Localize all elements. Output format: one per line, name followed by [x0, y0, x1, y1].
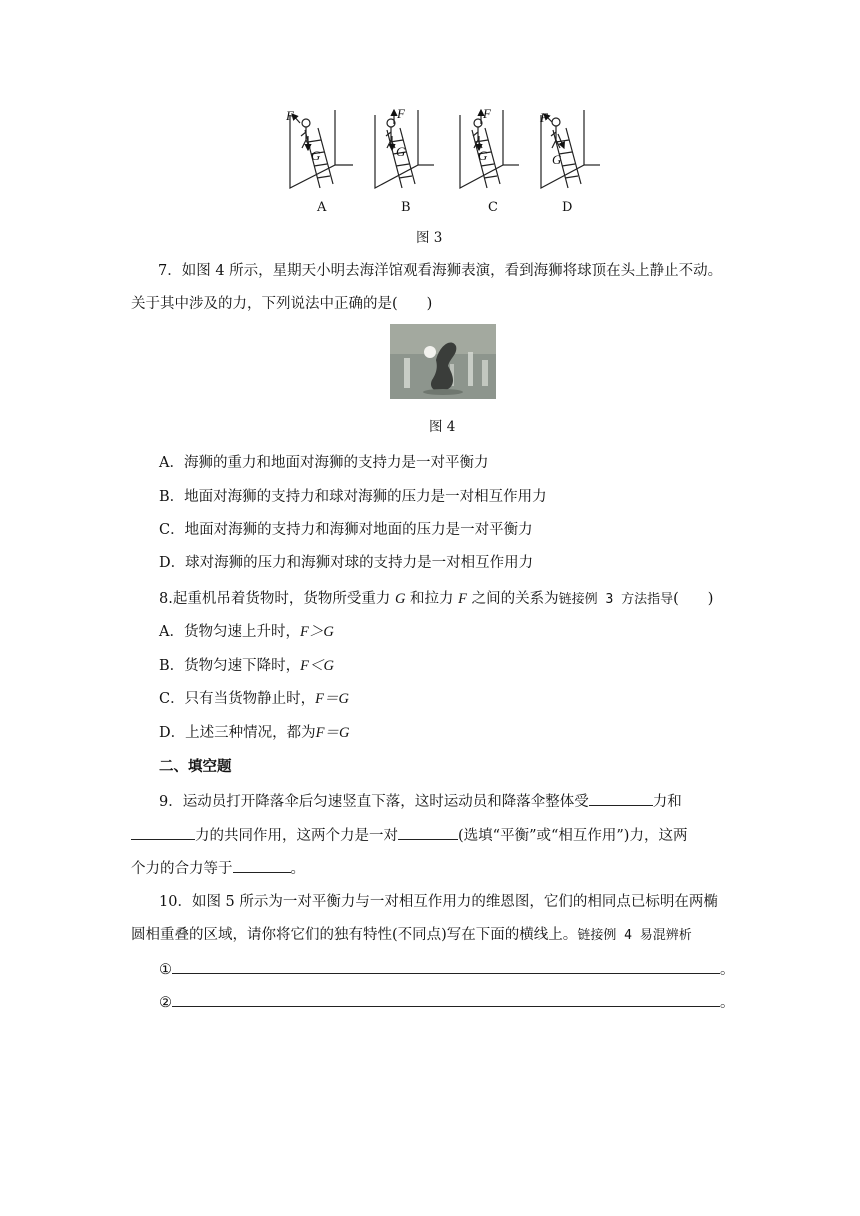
- q8-stem-a: 8.起重机吊着货物时，货物所受重力: [159, 591, 395, 607]
- panel-d-f-label: F: [540, 110, 548, 125]
- q7-line-2: 关于其中涉及的力，下列说法中正确的是( ): [131, 296, 433, 312]
- q9-blank-4[interactable]: [233, 856, 291, 873]
- q9-blank-3[interactable]: [398, 823, 458, 840]
- panel-c-f-label: F: [483, 106, 491, 121]
- q10-answer-2: [159, 990, 735, 1012]
- q8-stem: [159, 587, 713, 608]
- q10-line-1: 10．如图 5 所示为一对平衡力与一对相互作用力的维恩图，它们的相同点已标明在两椭: [159, 894, 718, 910]
- q9-text-2: 力和: [652, 794, 682, 810]
- panel-a-letter: A: [317, 200, 327, 215]
- panel-a-diagram: [290, 110, 353, 188]
- q9-text-4: (选填“平衡”或“相互作用”)力，这两: [458, 828, 688, 844]
- panel-b-f-label: F: [397, 106, 405, 121]
- panel-d-diagram: [541, 110, 600, 188]
- q8-answer-paren: ( ): [673, 591, 714, 607]
- panel-d-g-label: G: [552, 152, 562, 167]
- q8-option-a-formula: F＞G: [299, 624, 334, 640]
- panel-a-f-label: F: [286, 108, 294, 123]
- panel-a-g-label: G: [311, 148, 321, 163]
- q10-blank-2[interactable]: [172, 990, 720, 1007]
- q10-item-1-end: 。: [720, 962, 735, 978]
- q8-link-tag: 链接例 3 方法指导: [558, 592, 674, 607]
- q7-option-c: C．地面对海狮的支持力和海狮对地面的压力是一对平衡力: [159, 522, 533, 538]
- q8-symbol-f: F: [458, 591, 468, 607]
- panel-c-letter: C: [488, 200, 498, 215]
- sea-lion-photo-art: [390, 324, 496, 399]
- q8-option-a: [159, 620, 334, 641]
- q8-option-b: [159, 654, 334, 675]
- figure-3: [280, 100, 610, 220]
- q8-option-c-formula: F＝G: [315, 691, 349, 707]
- q8-option-b-formula: F＜G: [300, 658, 334, 674]
- q9-line-3: [131, 856, 305, 878]
- q7-option-d: D．球对海狮的压力和海狮对球的支持力是一对相互作用力: [159, 555, 534, 571]
- figure-4-caption: 图 4: [429, 419, 456, 435]
- q10-line-2-text: 圆相重叠的区域，请你将它们的独有特性(不同点)写在下面的横线上。: [131, 927, 578, 943]
- q10-link-tag: 链接例 4 易混辨析: [577, 928, 692, 943]
- q9-text-1: 9．运动员打开降落伞后匀速竖直下落，这时运动员和降落伞整体受: [159, 794, 589, 810]
- q9-text-3: 力的共同作用，这两个力是一对: [195, 828, 398, 844]
- sea-lion-photo: [390, 324, 496, 399]
- panel-b-letter: B: [401, 200, 411, 215]
- q9-line-1: [159, 789, 682, 811]
- q9-line-2: [131, 823, 687, 845]
- q10-item-2-marker: ②: [159, 995, 172, 1011]
- q8-symbol-g: G: [394, 591, 406, 607]
- q8-option-d-formula: F＝G: [315, 725, 350, 741]
- q8-option-b-text: B．货物匀速下降时，: [159, 658, 301, 674]
- q10-item-2-end: 。: [720, 995, 735, 1011]
- q8-option-d-text: D．上述三种情况，都为: [159, 725, 316, 741]
- figure-3-caption: 图 3: [416, 230, 443, 246]
- q10-blank-1[interactable]: [172, 957, 720, 974]
- panel-d-letter: D: [562, 200, 573, 215]
- q10-item-1-marker: ①: [159, 962, 172, 978]
- q7-option-a: A．海狮的重力和地面对海狮的支持力是一对平衡力: [159, 455, 489, 471]
- q7-line-1: 7．如图 4 所示，星期天小明去海洋馆观看海狮表演，看到海狮将球顶在头上静止不动。: [158, 263, 723, 279]
- q8-option-c: [159, 687, 349, 708]
- q9-blank-1[interactable]: [589, 789, 653, 806]
- q8-stem-b: 和拉力: [405, 591, 459, 607]
- panel-c-g-label: G: [478, 148, 488, 163]
- q8-option-c-text: C．只有当货物静止时，: [159, 691, 316, 707]
- q8-option-a-text: A．货物匀速上升时，: [159, 624, 300, 640]
- q8-option-d: [159, 721, 349, 742]
- q9-blank-2[interactable]: [131, 823, 195, 840]
- section-2-heading: 二、填空题: [159, 759, 232, 775]
- q9-text-6: 。: [290, 861, 305, 877]
- q8-stem-c: 之间的关系为: [467, 591, 559, 607]
- q10-line-2: [131, 923, 692, 944]
- q9-text-5: 个力的合力等于: [131, 861, 233, 877]
- q10-answer-1: [159, 957, 735, 979]
- q7-option-b: B．地面对海狮的支持力和球对海狮的压力是一对相互作用力: [159, 489, 547, 505]
- panel-b-g-label: G: [396, 144, 406, 159]
